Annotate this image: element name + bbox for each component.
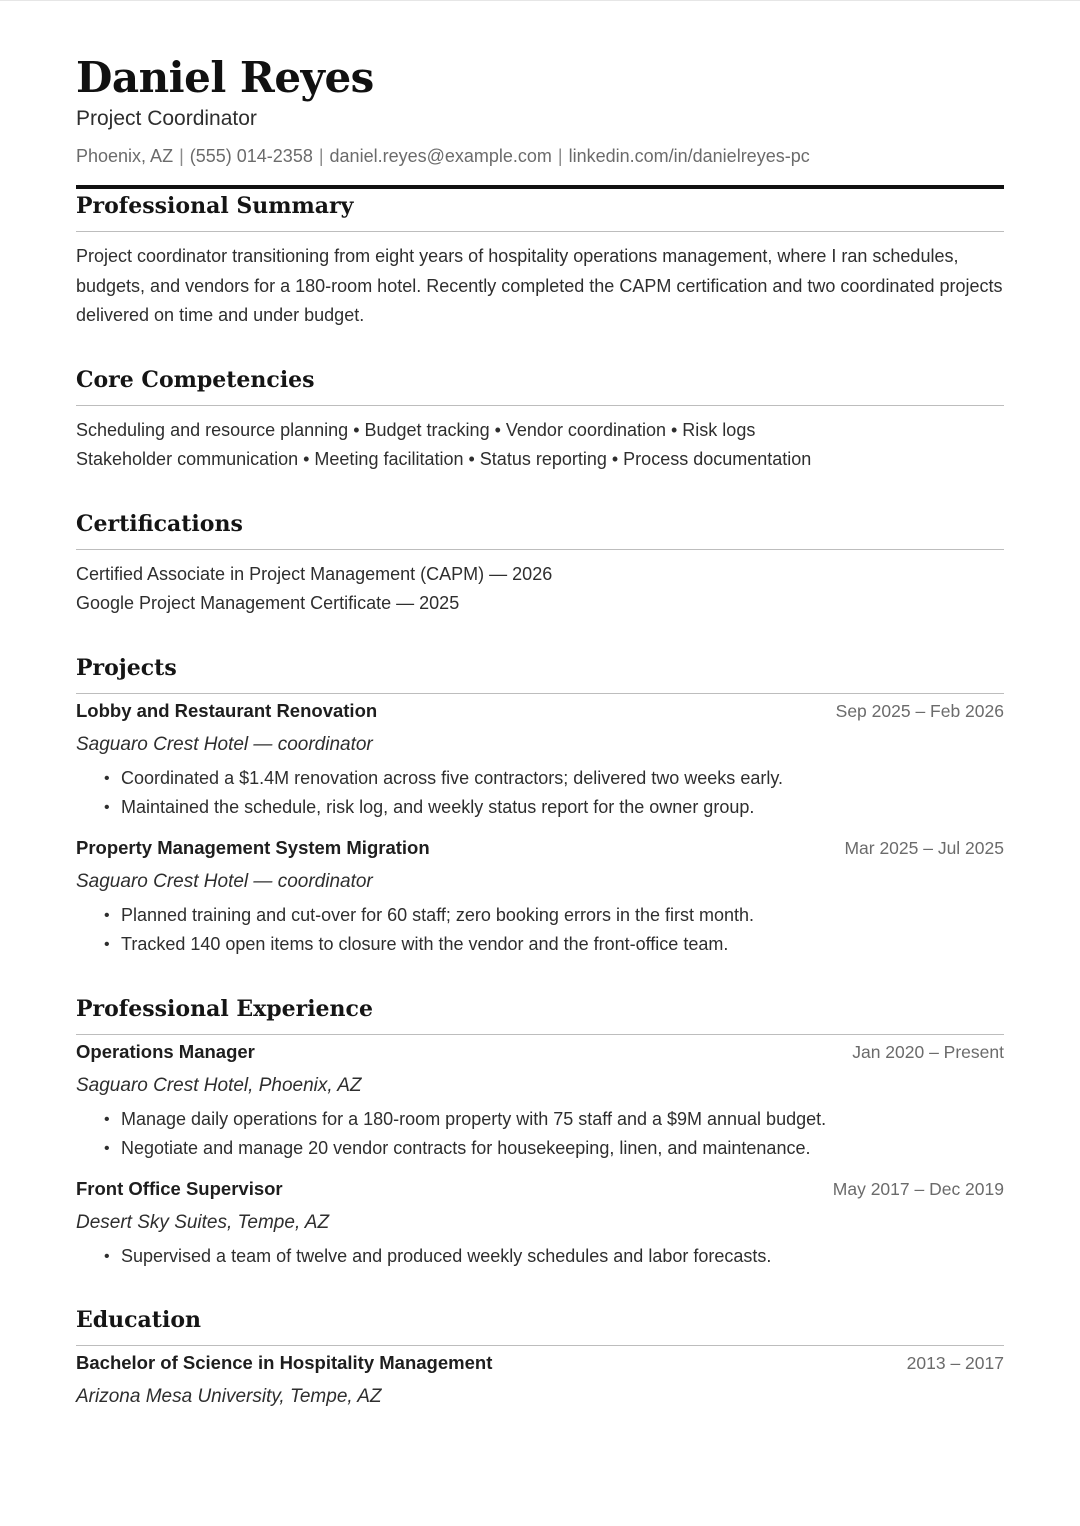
contact-separator: | <box>318 146 324 166</box>
job-dates: May 2017 – Dec 2019 <box>832 1178 1004 1199</box>
resume-header <box>76 53 1004 189</box>
entry-header <box>76 1041 1004 1071</box>
project-title: Property Management System Migration <box>76 836 430 858</box>
project-dates: Mar 2025 – Jul 2025 <box>844 837 1004 858</box>
resume-content <box>76 53 1004 1412</box>
projects-section <box>76 649 1004 960</box>
summary-section <box>76 189 1004 331</box>
project-entry <box>76 837 1004 960</box>
summary-text: Project coordinator transitioning from eight years of hospitality operations management, where I ran schedules, budgets, and vendors for a 180-room hotel. Recently completed the CAPM certification and two coordinated projects delivered on time and under budget. <box>76 246 1003 325</box>
competencies-line: Stakeholder communication • Meeting facilitation • Status reporting • Process documentation <box>76 449 812 469</box>
bullet-glyph: • <box>104 936 110 953</box>
entry-header <box>76 700 1004 730</box>
bullet-text: Supervised a team of twelve and produced weekly schedules and labor forecasts. <box>121 1245 772 1266</box>
bullet-glyph: • <box>104 1140 110 1157</box>
experience-entry <box>76 1041 1004 1164</box>
bullet-list <box>76 1105 1004 1164</box>
competencies-list <box>76 416 1004 475</box>
job-employer: Desert Sky Suites, Tempe, AZ <box>76 1211 330 1233</box>
project-title: Lobby and Restaurant Renovation <box>76 699 378 721</box>
bullet-item <box>76 930 1004 960</box>
contact-phone: (555) 014-2358 <box>189 146 313 166</box>
entry-header <box>76 837 1004 867</box>
candidate-name: Daniel Reyes <box>76 53 374 102</box>
contact-separator: | <box>557 146 563 166</box>
bullet-glyph: • <box>104 906 110 924</box>
bullet-glyph: • <box>104 1110 110 1128</box>
bullet-list <box>76 1242 1004 1272</box>
competencies-line: Scheduling and resource planning • Budget tracking • Vendor coordination • Risk logs <box>76 419 756 440</box>
contact-location: Phoenix, AZ <box>76 146 174 166</box>
section-divider <box>76 231 1004 232</box>
job-employer: Saguaro Crest Hotel, Phoenix, AZ <box>76 1074 362 1096</box>
bullet-text: Planned training and cut-over for 60 staff; zero booking errors in the first month. <box>121 904 755 925</box>
certifications-section <box>76 505 1004 619</box>
certification-item: Google Project Management Certificate — 2025 <box>76 593 460 613</box>
bullet-item <box>76 793 1004 823</box>
section-divider <box>76 693 1004 694</box>
bullet-text: Coordinated a $1.4M renovation across five contractors; delivered two weeks early. <box>121 767 783 788</box>
education-entry <box>76 1352 1004 1412</box>
bullet-item <box>76 1134 1004 1164</box>
project-organization: Saguaro Crest Hotel — coordinator <box>76 870 373 892</box>
bullet-text: Negotiate and manage 20 vendor contracts for housekeeping, linen, and maintenance. <box>121 1138 811 1158</box>
section-heading-projects: Projects <box>76 654 177 681</box>
contact-linkedin[interactable]: linkedin.com/in/danielreyes-pc <box>568 146 810 166</box>
section-divider <box>76 1034 1004 1035</box>
section-divider <box>76 549 1004 550</box>
job-title: Front Office Supervisor <box>76 1177 283 1199</box>
section-heading-experience: Professional Experience <box>76 995 373 1022</box>
contact-separator: | <box>179 146 184 166</box>
contact-line <box>76 143 1004 169</box>
bullet-item <box>76 1242 1004 1272</box>
project-organization: Saguaro Crest Hotel — coordinator <box>76 733 373 755</box>
certifications-list <box>76 560 1004 619</box>
degree-title: Bachelor of Science in Hospitality Management <box>76 1352 493 1373</box>
competencies-section <box>76 361 1004 475</box>
entry-header <box>76 1178 1004 1208</box>
bullet-glyph: • <box>104 799 110 816</box>
bullet-list <box>76 901 1004 960</box>
bullet-glyph: • <box>104 1247 110 1265</box>
section-divider <box>76 1345 1004 1346</box>
education-section <box>76 1301 1004 1412</box>
contact-email[interactable]: daniel.reyes@example.com <box>329 146 552 166</box>
section-heading-competencies: Core Competencies <box>76 366 315 393</box>
entry-header <box>76 1352 1004 1382</box>
section-heading-certifications: Certifications <box>76 510 243 537</box>
project-entry <box>76 700 1004 823</box>
bullet-glyph: • <box>104 769 110 787</box>
section-heading-education: Education <box>76 1307 201 1333</box>
job-title: Operations Manager <box>76 1040 255 1062</box>
job-dates: Jan 2020 – Present <box>852 1041 1004 1062</box>
bullet-list <box>76 764 1004 823</box>
school-name: Arizona Mesa University, Tempe, AZ <box>76 1386 382 1407</box>
section-divider <box>76 405 1004 406</box>
candidate-title: Project Coordinator <box>76 107 257 130</box>
bullet-item <box>76 764 1004 794</box>
experience-section <box>76 990 1004 1272</box>
certification-item: Certified Associate in Project Management (CAPM) — 2026 <box>76 563 553 584</box>
bullet-text: Maintained the schedule, risk log, and weekly status report for the owner group. <box>121 797 755 817</box>
education-dates: 2013 – 2017 <box>906 1353 1004 1373</box>
bullet-text: Tracked 140 open items to closure with the vendor and the front-office team. <box>121 934 729 954</box>
experience-entry <box>76 1178 1004 1272</box>
bullet-item <box>76 901 1004 931</box>
section-heading-summary: Professional Summary <box>76 193 354 219</box>
project-dates: Sep 2025 – Feb 2026 <box>835 700 1004 721</box>
bullet-text: Manage daily operations for a 180-room property with 75 staff and a $9M annual budget. <box>121 1108 827 1129</box>
bullet-item <box>76 1105 1004 1135</box>
